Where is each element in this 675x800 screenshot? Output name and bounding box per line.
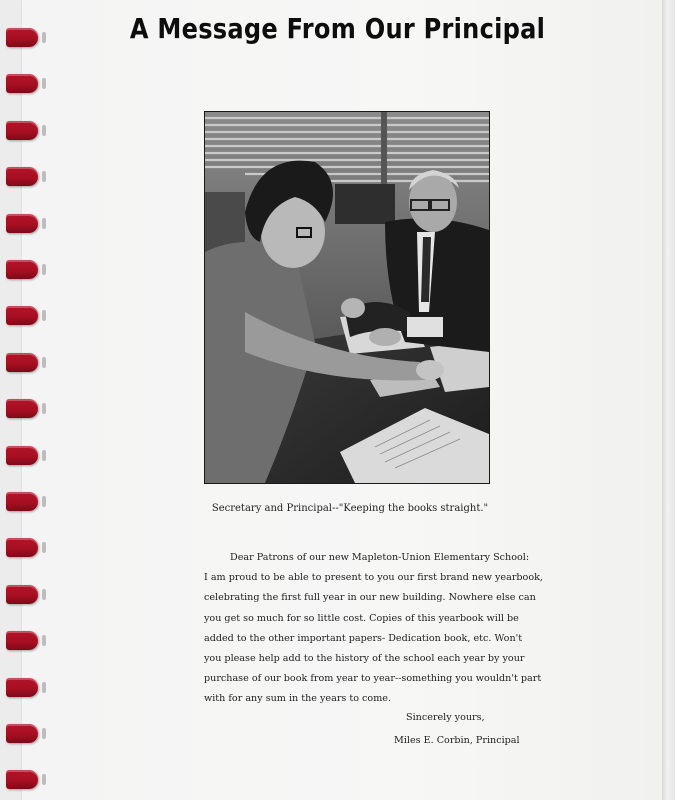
binding-hole bbox=[42, 78, 46, 89]
binding-hole bbox=[42, 728, 46, 739]
letter-line: you get so much for so little cost. Copies of this yearbook will be bbox=[204, 612, 519, 624]
binding-hole bbox=[42, 635, 46, 646]
binding-coil bbox=[6, 214, 38, 233]
binding-hole bbox=[42, 357, 46, 368]
binding-hole bbox=[42, 125, 46, 136]
photograph-secretary-and-principal bbox=[204, 111, 490, 484]
binding-hole bbox=[42, 682, 46, 693]
letter-closing-block bbox=[394, 706, 520, 752]
binding-coil bbox=[6, 585, 38, 604]
binding-coil bbox=[6, 260, 38, 279]
binding-hole bbox=[42, 450, 46, 461]
letter-signature: Miles E. Corbin, Principal bbox=[394, 735, 520, 746]
letter-line: I am proud to be able to present to you our first brand new yearbook, bbox=[204, 572, 543, 584]
letter-line: celebrating the first full year in our new building. Nowhere else can bbox=[204, 592, 536, 604]
binding-coil bbox=[6, 121, 38, 140]
binding-coil bbox=[6, 678, 38, 697]
letter-closing: Sincerely yours, bbox=[406, 712, 485, 723]
binding-hole bbox=[42, 171, 46, 182]
binding-hole bbox=[42, 774, 46, 785]
binding-hole bbox=[42, 32, 46, 43]
page-edge bbox=[662, 0, 675, 800]
binding-coil bbox=[6, 446, 38, 465]
letter-line: with for any sum in the years to come. bbox=[204, 693, 392, 705]
binding-coil bbox=[6, 492, 38, 511]
binding-hole bbox=[42, 403, 46, 414]
letter-line: you please help add to the history of the school each year by your bbox=[204, 653, 525, 665]
binding-coil bbox=[6, 538, 38, 557]
binding-coil bbox=[6, 353, 38, 372]
binding-coil bbox=[6, 28, 38, 47]
binding-hole bbox=[42, 218, 46, 229]
letter-greeting: Dear Patrons of our new Mapleton-Union Elementary School: bbox=[230, 552, 530, 563]
binding-hole bbox=[42, 542, 46, 553]
binding-coil bbox=[6, 74, 38, 93]
page-title: A Message From Our Principal bbox=[129, 12, 546, 45]
binding-hole bbox=[42, 589, 46, 600]
photo-caption: Secretary and Principal--"Keeping the books straight." bbox=[211, 503, 489, 514]
binding-hole bbox=[42, 310, 46, 321]
binding-coil bbox=[6, 306, 38, 325]
binding-hole bbox=[42, 264, 46, 275]
binding-coil bbox=[6, 631, 38, 650]
binding-coil bbox=[6, 167, 38, 186]
binding-hole bbox=[42, 496, 46, 507]
spiral-binding bbox=[0, 0, 40, 800]
letter-line: purchase of our book from year to year--something you wouldn't part bbox=[204, 673, 542, 685]
binding-coil bbox=[6, 770, 38, 789]
principal-letter bbox=[204, 548, 584, 710]
letter-line: added to the other important papers- Dedication book, etc. Won't bbox=[204, 632, 523, 644]
binding-coil bbox=[6, 399, 38, 418]
binding-coil bbox=[6, 724, 38, 743]
